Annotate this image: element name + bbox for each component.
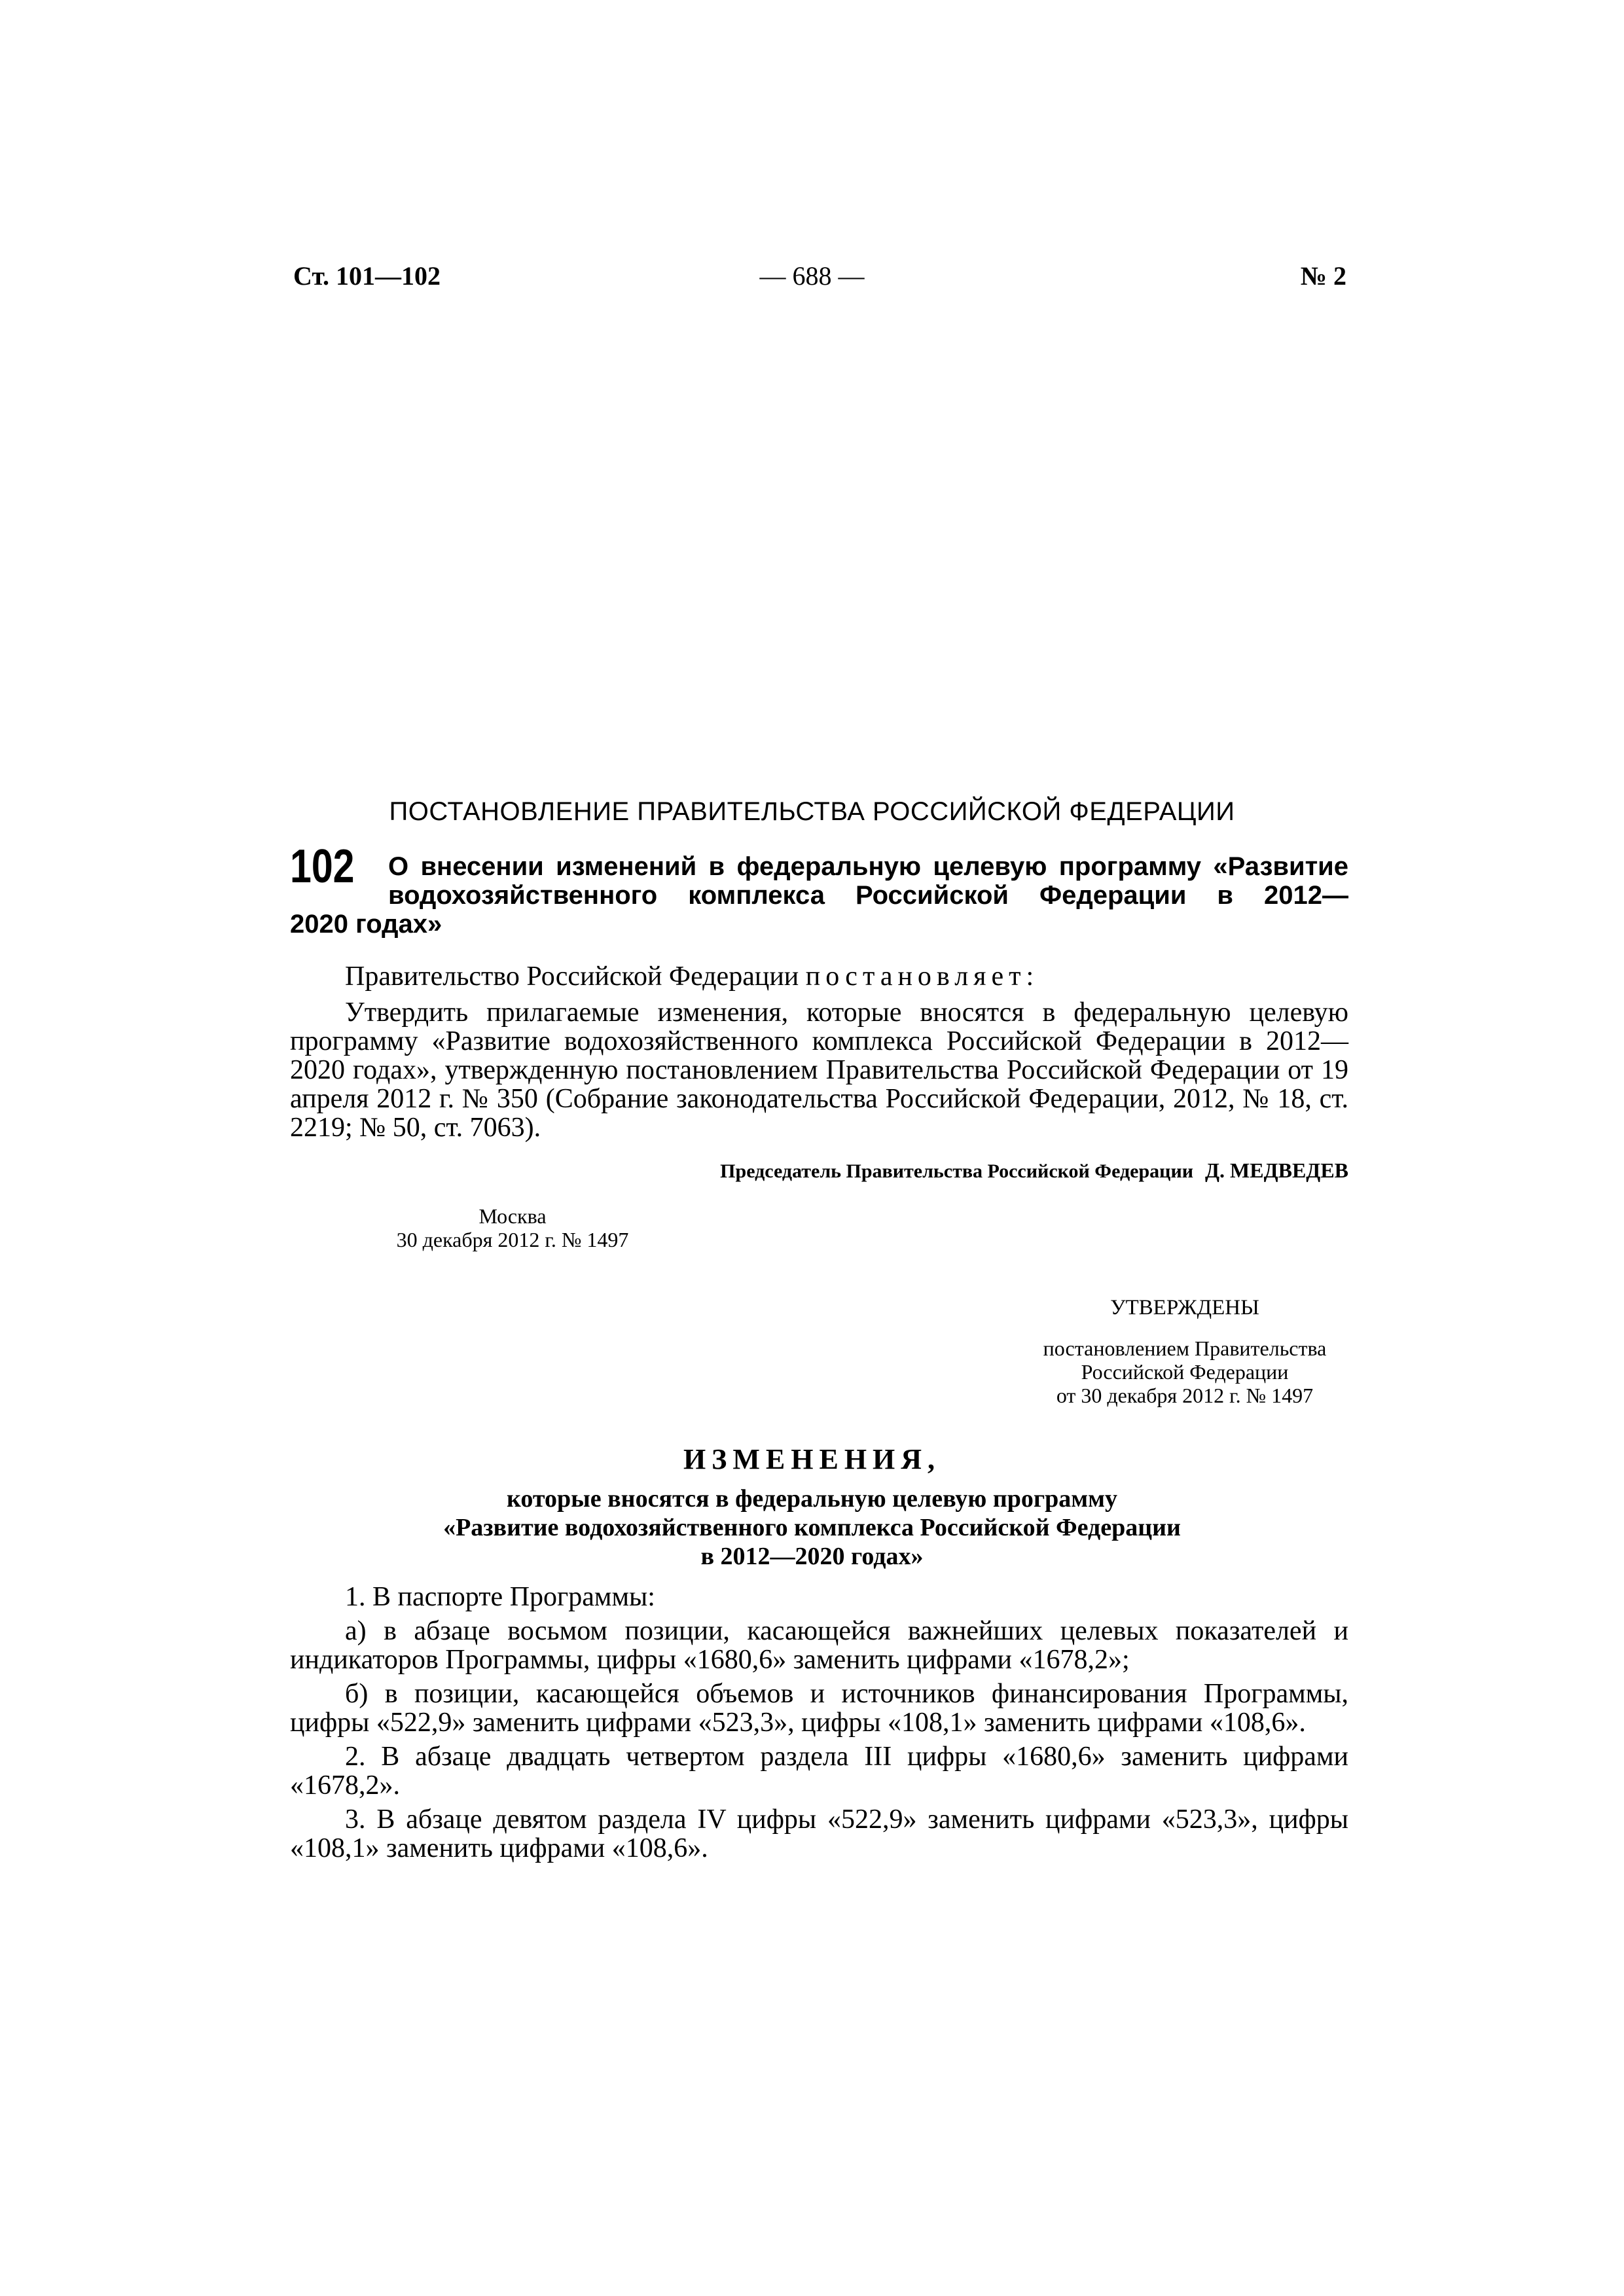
changes-title: ИЗМЕНЕНИЯ, [683, 1443, 941, 1475]
changes-subtitle-line: в 2012—2020 годах» [700, 1543, 924, 1570]
place-date [382, 1204, 643, 1251]
change-item: 3. В абзаце девятом раздела IV цифры «522,9» заменить цифрами «523,3», цифры «108,1» заменить цифрами «108,6». [290, 1804, 1348, 1863]
decree-title [388, 852, 1348, 910]
main-paragraph: Утвердить прилагаемые изменения, которые вносятся в федеральную целевую программу «Развитие водохозяйственного комплекса Российской Федерации в 2012—2020 годах», утвержденную постановлением Правительства Российской Федерации от 19 апреля 2012 г. № 350 (Собрание законодательства Российской Федерации, 2012, № 18, ст. 2219; № 50, ст. 7063). [290, 997, 1348, 1143]
approval-title: УТВЕРЖДЕНЫ [1110, 1296, 1259, 1319]
preamble-end: : [1026, 961, 1034, 992]
decree-type: ПОСТАНОВЛЕНИЕ ПРАВИТЕЛЬСТВА РОССИЙСКОЙ ФЕДЕРАЦИИ [389, 797, 1235, 826]
preamble-start: Правительство Российской Федерации [345, 961, 806, 992]
decree-title-line: О внесении изменений в федеральную целевую программу «Развитие [388, 852, 1348, 881]
preamble [345, 961, 1034, 992]
changes-subtitle [0, 1484, 1624, 1571]
decree-title-line: 2020 годах» [290, 910, 442, 939]
approval-line: постановлением Правительства [1043, 1336, 1327, 1360]
signature-position: Председатель Правительства Российской Федерации [720, 1160, 1194, 1182]
changes-subtitle-line: которые вносятся в федеральную целевую программу [506, 1485, 1118, 1513]
approval-block [988, 1296, 1381, 1407]
signature-name: Д. МЕДВЕДЕВ [1205, 1158, 1348, 1182]
section-number: Ст. 101—102 [293, 261, 441, 291]
decree-number: 102 [290, 840, 355, 893]
issue-number: № 2 [1300, 261, 1346, 291]
approval-line: Российской Федерации [1081, 1360, 1289, 1384]
changes-list [290, 1583, 1348, 1868]
decree-title-line: водохозяйственного комплекса Российской Федерации в 2012— [388, 881, 1348, 910]
date-number: 30 декабря 2012 г. № 1497 [396, 1228, 629, 1251]
change-item: 1. В паспорте Программы: [345, 1582, 655, 1612]
place: Москва [478, 1204, 547, 1228]
change-item: а) в абзаце восьмом позиции, касающейся важнейших целевых показателей и индикаторов Программы, цифры «1680,6» заменить цифрами «1678,2»; [290, 1616, 1348, 1675]
change-item: б) в позиции, касающейся объемов и источников финансирования Программы, цифры «522,9» заменить цифрами «523,3», цифры «108,1» заменить цифрами «108,6». [290, 1679, 1348, 1738]
changes-subtitle-line: «Развитие водохозяйственного комплекса Российской Федерации [443, 1514, 1181, 1541]
preamble-verb: постановляет [805, 961, 1026, 992]
page-number: — 688 — [759, 261, 865, 291]
change-item: 2. В абзаце двадцать четвертом раздела III цифры «1680,6» заменить цифрами «1678,2». [290, 1742, 1348, 1801]
approval-line: от 30 декабря 2012 г. № 1497 [1056, 1384, 1314, 1407]
signature [720, 1158, 1348, 1183]
